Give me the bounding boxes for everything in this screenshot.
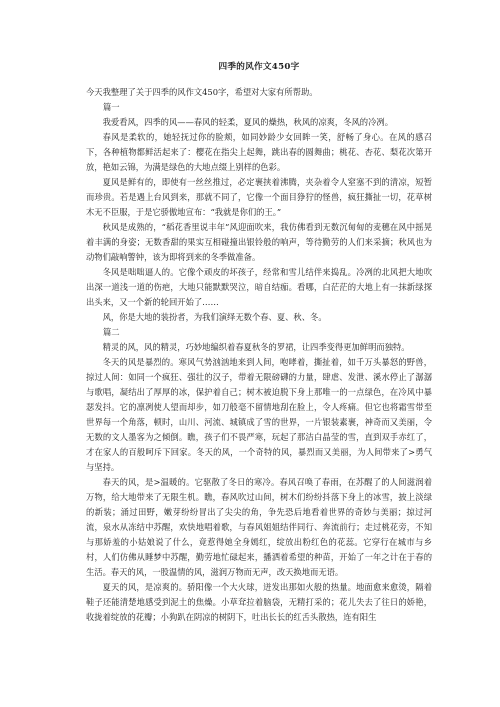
- paragraph: 夏风是鲜有的，即使有一丝丝推过，必定裹挟着沸腾，夹杂着令人窒塞不到的清凉，短暂而珍贵。若是遇上台风到来，那就不同了，它像一个面目狰狞的怪兽，疯狂撕扯一切，花草树木无不臣服，于是它骄傲地宣布：“我就是你们的王。”: [86, 177, 432, 217]
- paragraph: 冬天的风是暴烈的。寒风气势汹汹地来到人间，咆哮着，撕扯着，如千万头暴怒的野兽，掠过人间：如同一个疯狂、强壮的汉子，带着无限磅礴的力量，肆虐、发泄、溪水停止了潺潺与歌唱，凝结出了厚厚的冰，保护着自己；树木被迫脱下身上那唯一的一点绿色，在冷风中暴瑟发抖。它的凛冽使人望而却步，如刀般毫不留情地刮在脸上，令人疼痛。但它也将霜雪带至世界每一个角落，顿时，山川、河流、城镇成了雪的世界，一片银装素裹，神奇而又美丽，令无数的文人墨客为之倾倒。瞧，孩子们不畏严寒，玩起了那洁白晶莹的雪，直到双手赤红了，才在家人的百般呵斥下回家。冬天的风，一个奇特的风，暴烈而又美丽，为人间带来了>勇气与坚持。: [86, 357, 432, 472]
- paragraph: 风，你是大地的装扮者，为我们演绎无数个春、夏、秋、冬。: [102, 312, 327, 322]
- paragraph: 冬风是咄咄逼人的。它像个顽皮的坏孩子，经常和雪儿结伴来捣乱。冷冽的北风把大地吹出深一道浅一道的伤疤，大地只能默默哭泣，暗自结痂。看哪，白茫茫的大地上有一抹新绿探出头来，又一个新的轮回开始了……: [86, 267, 432, 307]
- section-one: [86, 100, 432, 325]
- paragraph: 春天的风，是>温暖的。它驱散了冬日的寒冷。春风召唤了春雨，在苏醒了的人间滋润着万物，给大地带来了无限生机。瞧，春风吹过山间，树木们纷纷抖落下身上的冰雪，披上淡绿的新装；涌过田野，嫩芽纷纷冒出了尖尖的角，争先恐后地看着世界的奇妙与美丽；掠过河流，泉水从冻结中苏醒，欢快地唱着歌，与春风姐姐结伴同行、奔流前行；走过桃花旁，不知与那娇羞的小姑娘说了什么，竟惹得她全身嫣红，绽放出粉红色的花蕊。它穿行在城市与乡村，人们仿佛从睡梦中苏醒，勤劳地忙碌起来，播洒着希望的种苗，开始了一年之计在于春的生活。春天的风，一股温情的风，滋润万物而无声，改天换地而无语。: [86, 477, 432, 577]
- paragraph: 夏天的风，是凉爽的。骄阳像一个大火球，迸发出那如火般的热量。地面愈来愈烫，隔着鞋子还能清楚地感受到泥土的焦燥。小草耷拉着脑袋，无精打采的；花儿失去了往日的娇艳，收拢着绽放的花瓣；小狗趴在阴凉的树阴下，吐出长长的红舌头散热，连有阳生: [86, 582, 432, 622]
- paragraph: 秋风是成熟的，“稻花香里说丰年”风迎面吹来，我仿佛看到无数沉甸甸的麦穗在风中摇晃着丰满的身姿；无数香甜的果实互相碰撞出银铃般的响声，等待勤劳的人们来采摘；秋风也为动物们敲响警钟，该为即将到来的冬季做准备。: [86, 222, 432, 262]
- paragraph: 精灵的风，风的精灵，巧妙地编织着春夏秋冬的罗裙，让四季变得更加鲜明而独特。: [102, 342, 410, 352]
- section-heading: 篇二: [103, 327, 120, 337]
- section-two: [86, 325, 432, 625]
- paragraph: 春风是柔软的，她轻抚过你的脸颊，如同妙龄少女回眸一笑，舒畅了身心。在风的感召下，各种植物都鲜活起来了：樱花在指尖上起舞，跳出春的圆舞曲；桃花、杏花、梨花次第开放，艳如云锦，为满是绿色的大地点缀上别样的色彩。: [86, 132, 432, 172]
- paragraph: 我爱看风，四季的风——春风的轻柔，夏风的燥热，秋风的凉爽，冬风的冷冽。: [102, 117, 393, 127]
- document-title: 四季的风作文450字: [218, 62, 300, 72]
- section-heading: 篇一: [103, 102, 120, 112]
- intro-paragraph: 今天我整理了关于四季的风作文450字，希望对大家有所帮助。: [86, 87, 318, 97]
